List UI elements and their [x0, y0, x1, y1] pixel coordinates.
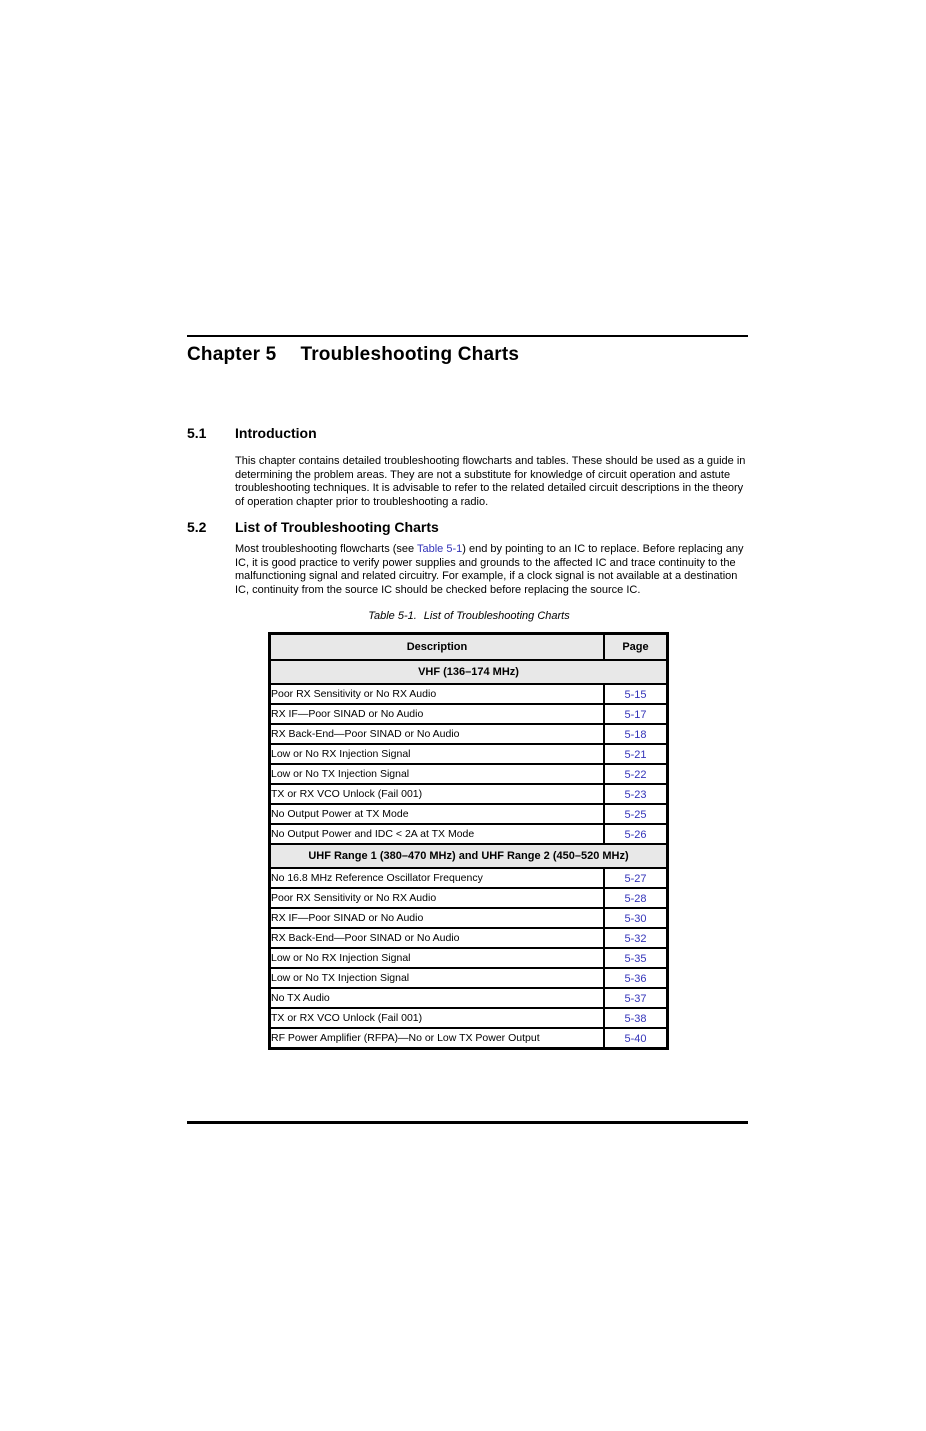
section-heading-5-2: [187, 519, 439, 535]
table-header-row: [270, 634, 667, 660]
page-link[interactable]: 5-26: [624, 829, 647, 841]
table-row: [270, 824, 667, 844]
page-link[interactable]: 5-22: [624, 769, 647, 781]
table-row: [270, 868, 667, 888]
row-description: TX or RX VCO Unlock (Fail 001): [270, 784, 604, 804]
row-description: RX IF—Poor SINAD or No Audio: [270, 908, 604, 928]
section-title: List of Troubleshooting Charts: [235, 519, 439, 535]
section-heading-5-1: [187, 425, 317, 441]
page-link[interactable]: 5-28: [624, 893, 647, 905]
row-description: Low or No RX Injection Signal: [270, 948, 604, 968]
table-group-row: [270, 660, 667, 684]
page-link[interactable]: 5-18: [624, 729, 647, 741]
table-row: [270, 948, 667, 968]
page-link[interactable]: 5-32: [624, 933, 647, 945]
row-description: Low or No TX Injection Signal: [270, 968, 604, 988]
page-link[interactable]: 5-40: [624, 1033, 647, 1045]
col-header-page: Page: [604, 634, 667, 660]
troubleshooting-charts-table: [268, 632, 669, 1050]
table-caption-title: List of Troubleshooting Charts: [423, 610, 570, 622]
group-header-vhf: VHF (136–174 MHz): [270, 660, 667, 684]
group-header-uhf: UHF Range 1 (380–470 MHz) and UHF Range 2 (450–520 MHz): [270, 844, 667, 868]
table-row: [270, 888, 667, 908]
section-number: 5.1: [187, 425, 207, 441]
section-title: Introduction: [235, 425, 317, 441]
table-row: [270, 784, 667, 804]
table-row: [270, 684, 667, 704]
chapter-title: Troubleshooting Charts: [300, 344, 520, 365]
row-description: No 16.8 MHz Reference Oscillator Frequency: [270, 868, 604, 888]
table-row: [270, 908, 667, 928]
table-5-1-link[interactable]: Table 5-1: [417, 543, 463, 555]
section-number: 5.2: [187, 519, 207, 535]
page-link[interactable]: 5-25: [624, 809, 647, 821]
page-link[interactable]: 5-30: [624, 913, 647, 925]
col-header-description: Description: [270, 634, 604, 660]
table-row: [270, 724, 667, 744]
table-row: [270, 704, 667, 724]
chapter-heading: [187, 344, 519, 366]
table-row: [270, 1028, 667, 1048]
row-description: Poor RX Sensitivity or No RX Audio: [270, 684, 604, 704]
row-description: No Output Power and IDC < 2A at TX Mode: [270, 824, 604, 844]
row-description: Poor RX Sensitivity or No RX Audio: [270, 888, 604, 908]
page-link[interactable]: 5-23: [624, 789, 647, 801]
row-description: RX Back-End—Poor SINAD or No Audio: [270, 724, 604, 744]
page-link[interactable]: 5-27: [624, 873, 647, 885]
table-row: [270, 928, 667, 948]
page-link[interactable]: 5-37: [624, 993, 647, 1005]
table-group-row: [270, 844, 667, 868]
row-description: No Output Power at TX Mode: [270, 804, 604, 824]
chapter-number: Chapter 5: [187, 344, 277, 365]
row-description: RX IF—Poor SINAD or No Audio: [270, 704, 604, 724]
table-row: [270, 968, 667, 988]
page-link[interactable]: 5-15: [624, 689, 647, 701]
row-description: RF Power Amplifier (RFPA)—No or Low TX Power Output: [270, 1028, 604, 1048]
list-paragraph-text-before: Most troubleshooting flowcharts (see: [235, 543, 417, 555]
page-link[interactable]: 5-35: [624, 953, 647, 965]
page-link[interactable]: 5-21: [624, 749, 647, 761]
bottom-rule: [187, 1121, 748, 1124]
top-rule: [187, 335, 748, 337]
table-row: [270, 988, 667, 1008]
row-description: TX or RX VCO Unlock (Fail 001): [270, 1008, 604, 1028]
row-description: Low or No TX Injection Signal: [270, 764, 604, 784]
list-paragraph-text-after: ) end by pointing to an IC to replace. Before replacing any IC, it is good practice to verify power supplies and grounds to the affected IC and trace continuity to the malfunctioning signal and related circuitry. For example, if a clock signal is not available at a destination IC, continuity from the source IC should be checked before replacing the source IC.: [235, 543, 744, 596]
page-link[interactable]: 5-38: [624, 1013, 647, 1025]
row-description: No TX Audio: [270, 988, 604, 1008]
row-description: Low or No RX Injection Signal: [270, 744, 604, 764]
page-link[interactable]: 5-17: [624, 709, 647, 721]
row-description: RX Back-End—Poor SINAD or No Audio: [270, 928, 604, 948]
table-row: [270, 1008, 667, 1028]
table-caption-label: Table 5-1.: [368, 610, 417, 622]
intro-paragraph: This chapter contains detailed troubleshooting flowcharts and tables. These should be used as a guide in determining the problem areas. They are not a substitute for knowledge of circuit operation and astute troubleshooting techniques. It is advisable to refer to the related detailed circuit descriptions in the theory of operation chapter prior to troubleshooting a radio.: [235, 455, 746, 508]
table-row: [270, 744, 667, 764]
table-caption: [268, 610, 670, 622]
list-paragraph: [235, 543, 751, 597]
table-row: [270, 804, 667, 824]
page-link[interactable]: 5-36: [624, 973, 647, 985]
table-row: [270, 764, 667, 784]
